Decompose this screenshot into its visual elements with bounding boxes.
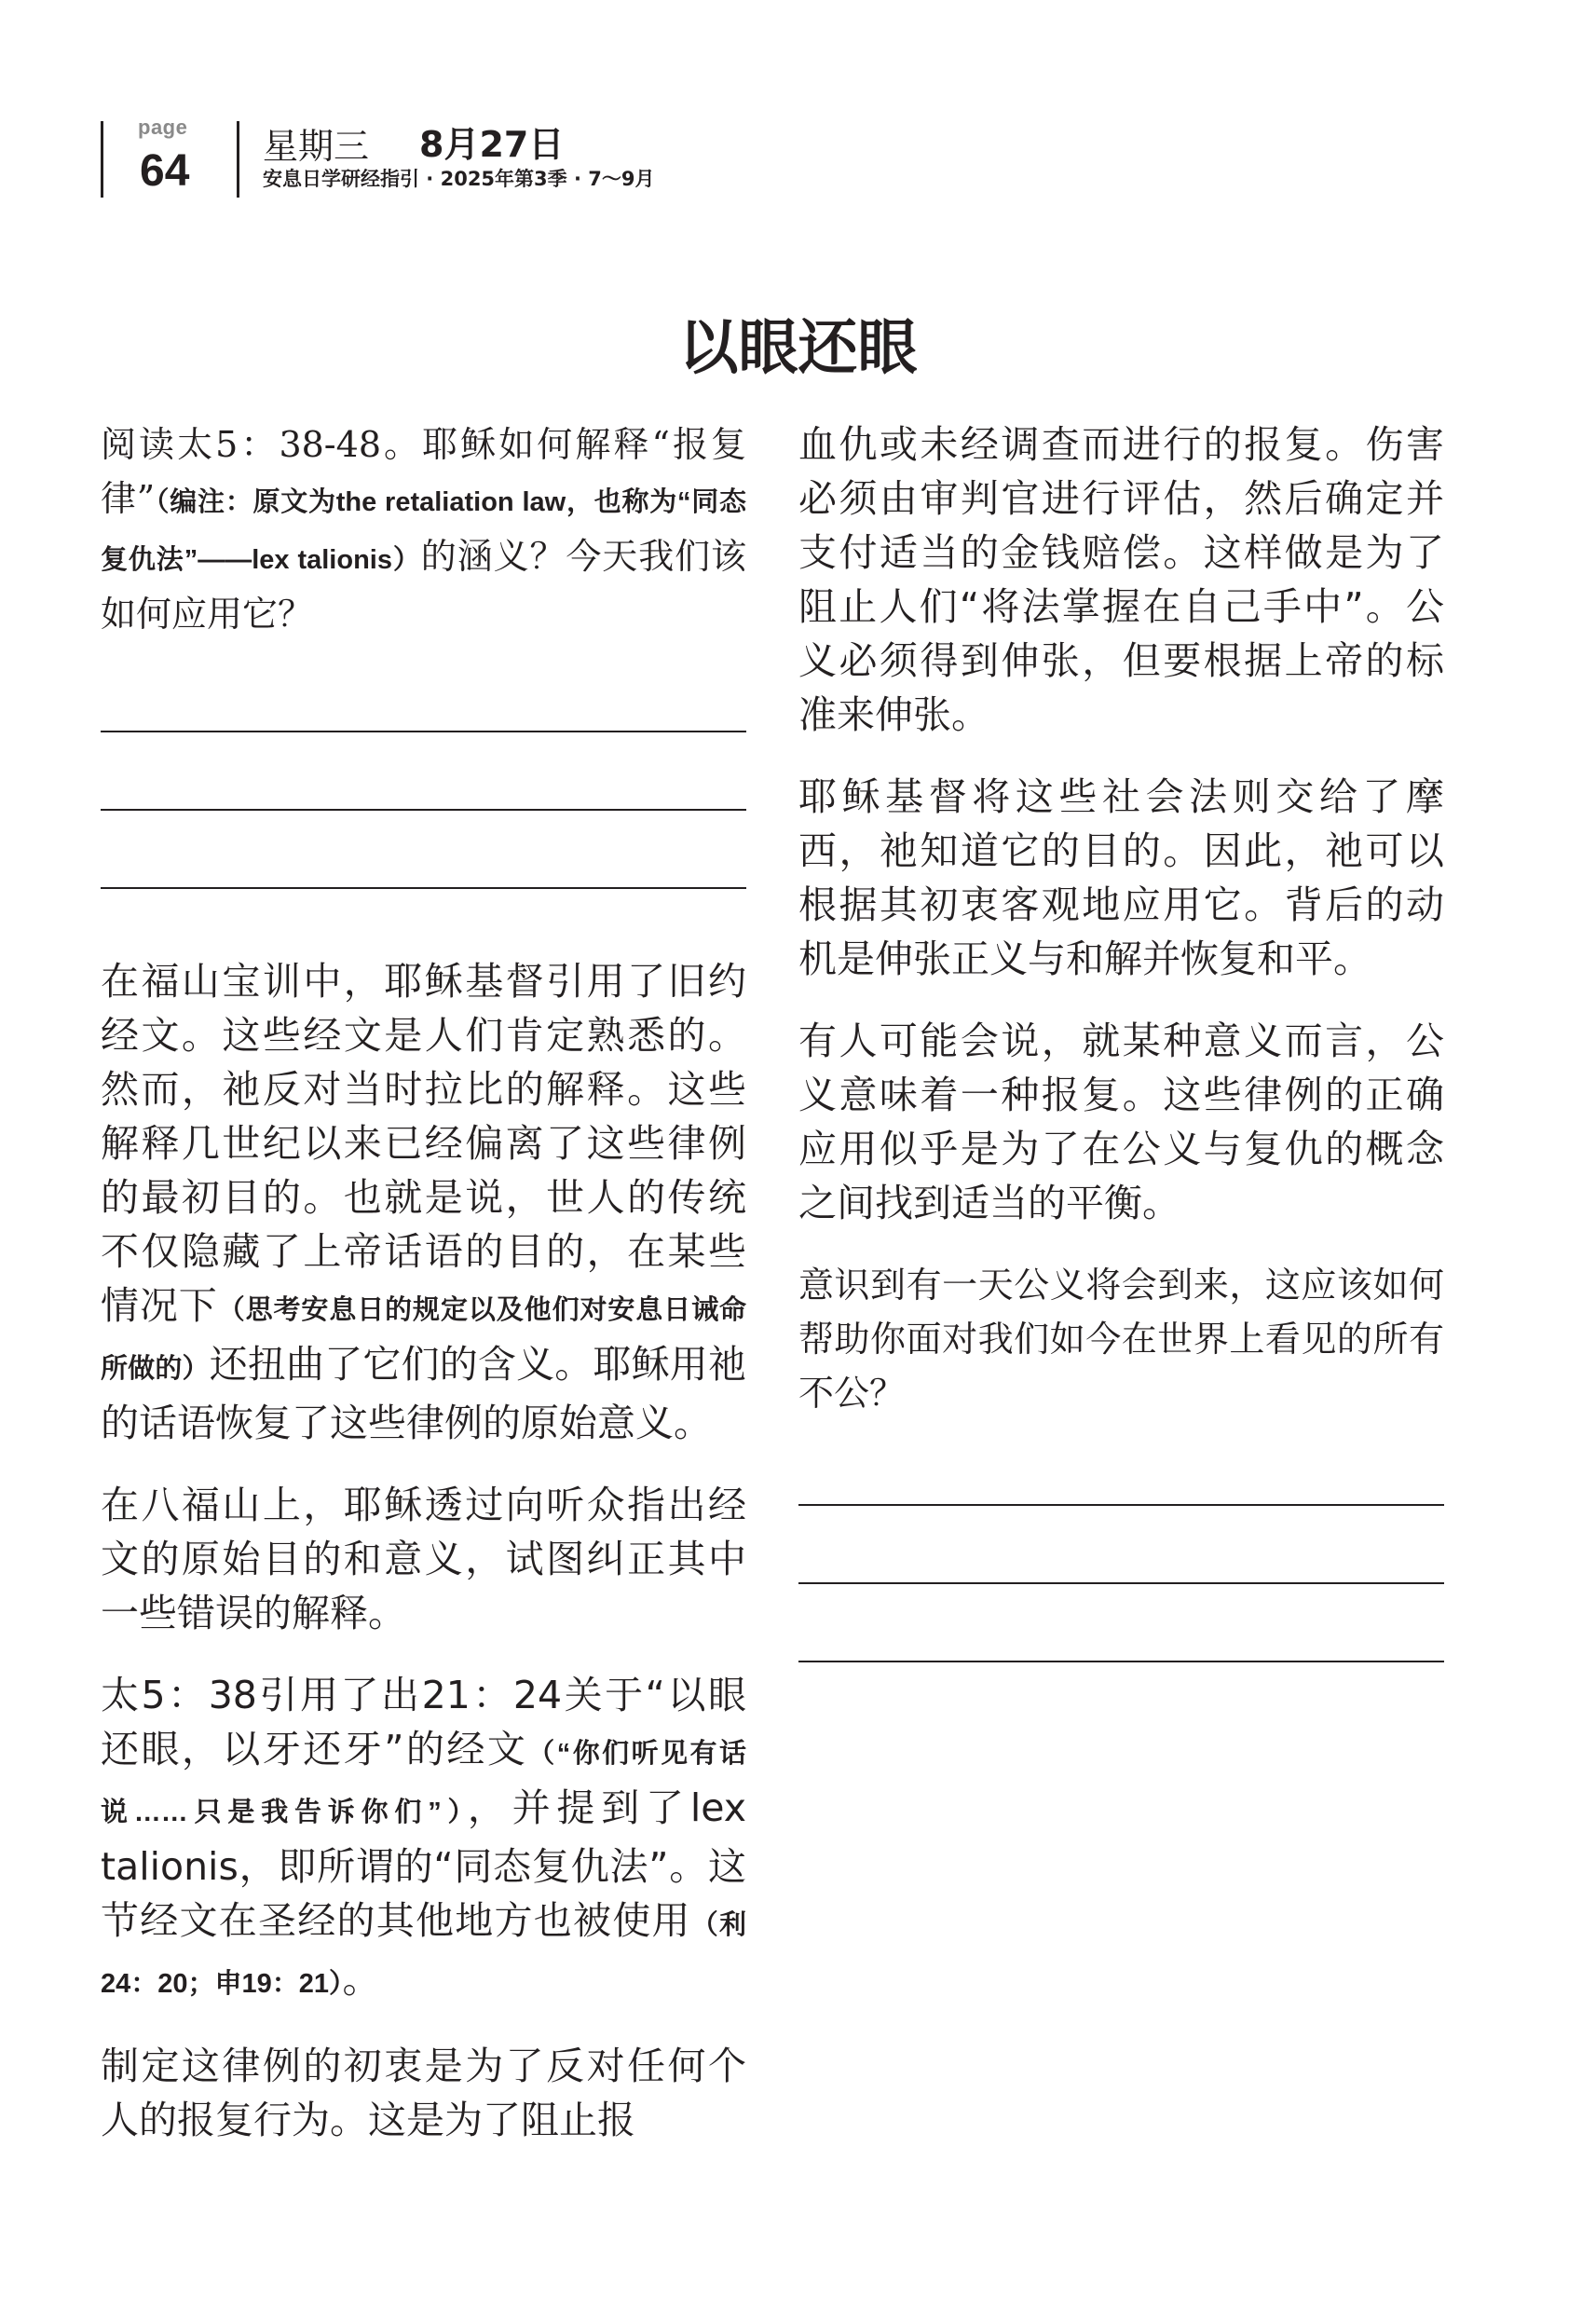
- paragraph: 制定这律例的初衷是为了反对任何个人的报复行为。这是为了阻止报: [101, 2044, 746, 2142]
- paragraph-text: 还扭曲了它们的含义。耶稣用祂的话语恢复了这些律例的原始意义。: [101, 1342, 746, 1445]
- answer-line[interactable]: [798, 1661, 1444, 1662]
- left-column: [101, 417, 746, 2175]
- scripture-reference: （利24：20；申19：21）: [101, 1910, 746, 1999]
- paragraph-text: ，并提到了lex talionis，即所谓的“同态复仇法”。这节经文在圣经的其他地方也被使用: [101, 1785, 746, 1943]
- page-title: 以眼还眼: [678, 313, 918, 383]
- answer-lines: [101, 731, 746, 889]
- study-question: [101, 417, 746, 641]
- paragraph-text: 在福山宝训中，耶稣基督引用了旧约经文。这些经文是人们肯定熟悉的。然而，祂反对当时拉比的解释。这些解释几世纪以来已经偏离了这些律例的最初目的。也就是说，世人的传统不仅隐藏了上帝话语的目的，在某些情况下: [101, 959, 746, 1328]
- paragraph-text: 太5：38引用了出21：24关于“以眼还眼，以牙还牙”的经文: [101, 1673, 746, 1771]
- question-intro: 阅读太5：38-48。耶稣如何解释“报复律”: [101, 424, 746, 519]
- paragraph-text: 。: [342, 1957, 381, 2002]
- page-number: 64: [140, 146, 190, 196]
- paragraph: 在八福山上，耶稣透过向听众指出经文的原始目的和意义，试图纠正其中一些错误的解释。: [101, 1483, 746, 1635]
- paragraph: 有人可能会说，就某种意义而言，公义意味着一种报复。这些律例的正确应用似乎是为了在公义与复仇的概念之间找到适当的平衡。: [798, 1019, 1444, 1225]
- question-end: 的涵义？今天我们该如何应用它？: [101, 536, 746, 635]
- answer-line[interactable]: [101, 809, 746, 811]
- inline-note: （思考安息日的规定以及他们对安息日诫命所做的）: [101, 1295, 746, 1384]
- right-column: [798, 417, 1444, 1662]
- answer-lines: [798, 1504, 1444, 1662]
- reflection-question: 意识到有一天公义将会到来，这应该如何帮助你面对我们如今在世界上看见的所有不公？: [798, 1265, 1444, 1414]
- inline-note: （“你们听见有话说……只是我告诉你们”）: [101, 1739, 746, 1827]
- header-rule-left: [101, 121, 103, 198]
- paragraph: 血仇或未经调查而进行的报复。伤害必须由审判官进行评估，然后确定并支付适当的金钱赔偿。这样做是为了阻止人们“将法掌握在自己手中”。公义必须得到伸张，但要根据上帝的标准来伸张。: [798, 422, 1444, 737]
- header-date: 8月27日: [419, 124, 565, 165]
- header-subtitle: 安息日学研经指引 · 2025年第3季 · 7～9月: [263, 168, 655, 190]
- header-day: 星期三: [263, 126, 370, 167]
- answer-line[interactable]: [101, 731, 746, 732]
- paragraph: [101, 954, 746, 1450]
- paragraph: 耶稣基督将这些社会法则交给了摩西，祂知道它的目的。因此，祂可以根据其初衷客观地应用它。背后的动机是伸张正义与和解并恢复和平。: [798, 774, 1444, 981]
- editor-note: （编注：原文为the retaliation law，也称为“同态复仇法”——lex talionis）: [101, 487, 746, 575]
- answer-line[interactable]: [798, 1582, 1444, 1584]
- header-rule-right: [237, 121, 239, 198]
- page-label: page: [138, 116, 188, 139]
- answer-line[interactable]: [798, 1504, 1444, 1506]
- paragraph: [101, 1668, 746, 2011]
- answer-line[interactable]: [101, 887, 746, 889]
